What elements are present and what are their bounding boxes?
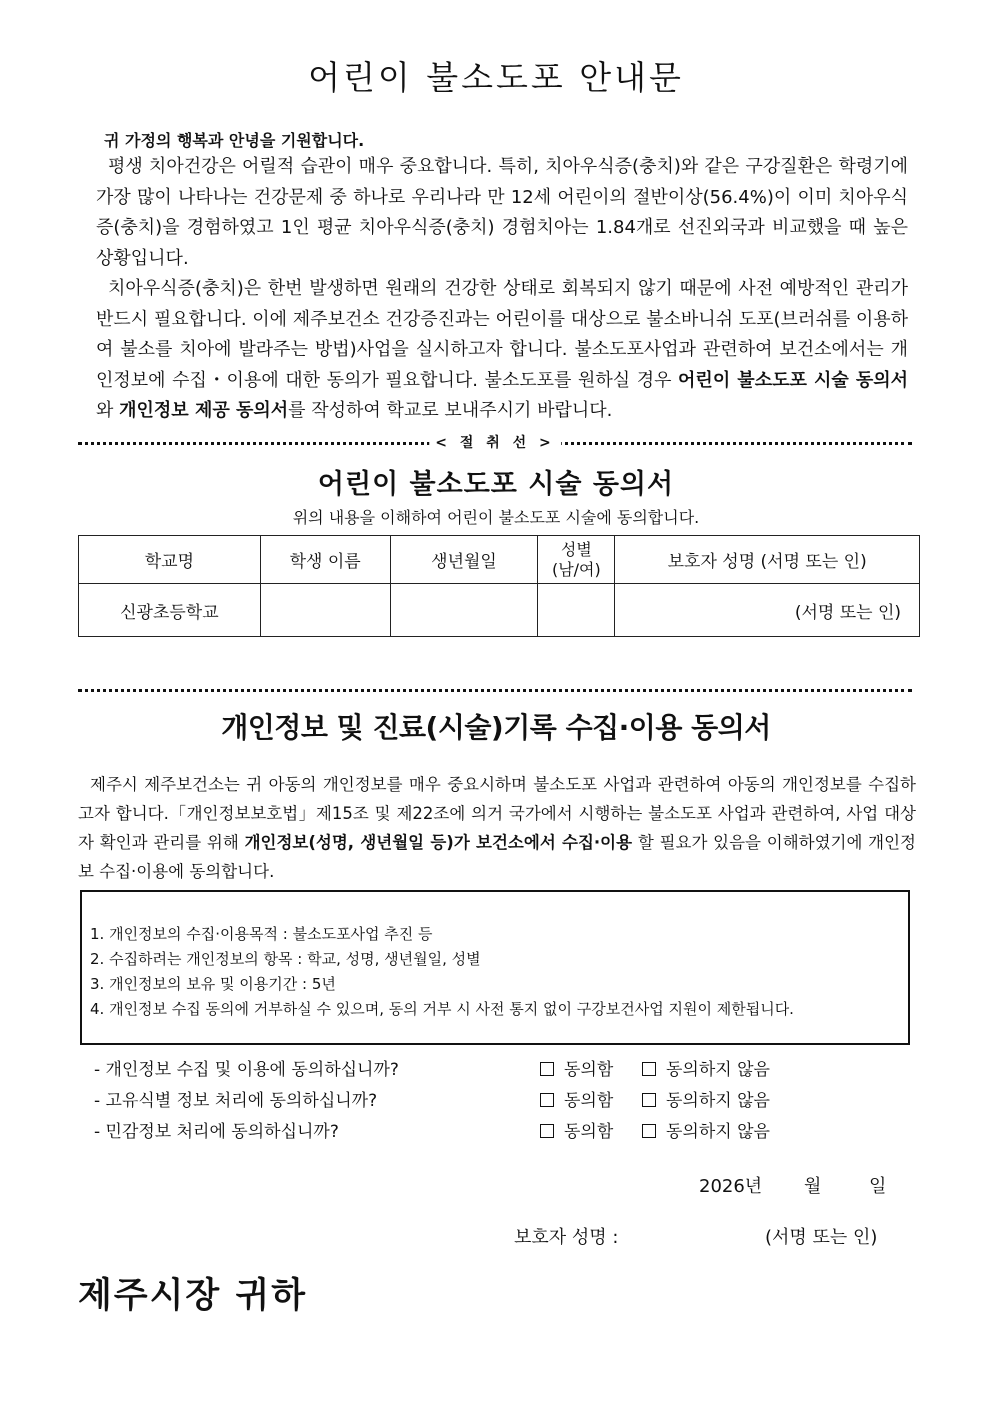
page-title: 어린이 불소도포 안내문 [308,58,684,97]
agree-checkbox[interactable] [540,1062,554,1076]
agree-label: 동의함 [564,1091,614,1111]
header-student-name: 학생 이름 [260,536,390,584]
header-guardian: 보호자 성명 (서명 또는 인) [615,536,920,584]
list-item: 2. 수집하려는 개인정보의 항목 : 학교, 성명, 생년월일, 성별 [90,950,481,968]
privacy-items-list [90,922,794,1022]
question-text: - 개인정보 수집 및 이용에 동의하십니까? [94,1060,399,1080]
disagree-checkbox[interactable] [642,1124,656,1138]
consent-table-header-row [79,536,920,584]
closing-addressee: 제주시장 귀하 [78,1276,308,1316]
header-gender [538,536,615,584]
intro-p2-part: 와 [96,400,120,421]
header-birthdate: 생년월일 [390,536,538,584]
disagree-option[interactable] [642,1117,770,1142]
disagree-option[interactable] [642,1086,770,1111]
date-month: 월 [804,1176,822,1197]
list-item: 3. 개인정보의 보유 및 이용기간 : 5년 [90,975,336,993]
cut-line [78,432,912,452]
question-text: - 고유식별 정보 처리에 동의하십니까? [94,1091,378,1111]
consent-form-subtitle: 위의 내용을 이해하여 어린이 불소도포 시술에 동의합니다. [292,508,700,527]
cell-guardian-signature[interactable]: (서명 또는 인) [615,584,920,637]
header-gender-line2: (남/여) [551,559,601,579]
agree-option[interactable] [540,1086,613,1111]
agree-label: 동의함 [564,1060,614,1080]
disagree-label: 동의하지 않음 [666,1122,770,1142]
intro-text [96,152,908,427]
disagree-option[interactable] [642,1055,770,1080]
agree-checkbox[interactable] [540,1093,554,1107]
guardian-signature-mark[interactable]: (서명 또는 인) [765,1227,878,1248]
date-day: 일 [869,1176,887,1197]
question-row [94,1086,814,1117]
disagree-checkbox[interactable] [642,1093,656,1107]
intro-paragraph-1: 평생 치아건강은 어릴적 습관이 매우 중요합니다. 특히, 치아우식증(충치)와 같은 구강질환은 학령기에 가장 많이 나타나는 건강문제 중 하나로 우리나라 만 12세 어린이의 절반이상(56.4%)이 이미 치아우식증(충치)을 경험하였고 1인 평균 치아우식증(충치) 경험치아는 1.84개로 선진외국과 비교했을 때 높은 상황입니다. [96,156,908,269]
privacy-form-title: 개인정보 및 진료(시술)기록 수집·이용 동의서 [221,711,771,744]
privacy-paragraph [78,770,916,886]
consent-questions [94,1055,814,1148]
date-year: 2026년 [699,1176,763,1197]
cell-school: 신광초등학교 [79,584,261,637]
agree-label: 동의함 [564,1122,614,1142]
question-text: - 민감정보 처리에 동의하십니까? [94,1122,339,1142]
section-divider [78,689,912,692]
header-gender-line1: 성별 [560,539,592,559]
cut-line-label: < 절 취 선 > [429,432,561,452]
cell-student-name[interactable] [260,584,390,637]
consent-form-title: 어린이 불소도포 시술 동의서 [317,469,675,500]
intro-p2-bold-privacy: 개인정보 제공 동의서 [119,400,289,421]
intro-p2-bold-consent: 어린이 불소도포 시술 동의서 [678,369,908,391]
header-school: 학교명 [79,536,261,584]
privacy-body-part: 할 필요가 있음을 이해하였기에 개인정보 수집·이용에 동의합니다. [78,833,916,881]
consent-table [78,535,920,637]
question-row [94,1117,814,1148]
question-row [94,1055,814,1086]
disagree-label: 동의하지 않음 [666,1060,770,1080]
cell-birthdate[interactable] [390,584,538,637]
privacy-body-text [78,770,916,886]
greeting-text: 귀 가정의 행복과 안녕을 기원합니다. [104,131,365,150]
guardian-signature-label: 보호자 성명 : [514,1227,619,1248]
list-item: 1. 개인정보의 수집·이용목적 : 불소도포사업 추진 등 [90,925,433,943]
disagree-checkbox[interactable] [642,1062,656,1076]
privacy-body-bold: 개인정보(성명, 생년월일 등)가 보건소에서 수집·이용 [244,833,633,852]
list-item: 4. 개인정보 수집 동의에 거부하실 수 있으며, 동의 거부 시 사전 통지 없이 구강보건사업 지원이 제한됩니다. [90,1000,794,1018]
intro-p2-part: 치아우식증(충치)은 한번 발생하면 원래의 건강한 상태로 회복되지 않기 때문에 사전 예방적인 관리가 반드시 필요합니다. 이에 제주보건소 건강증진과는 어린이를 대상으로 불소바니쉬 도포(브러쉬를 이용하여 불소를 치아에 발라주는 방법)사업을 실시하고자 합니다. 불소도포사업과 관련하여 보건소에서는 개인정보에 수집・이용에 대한 동의가 필요합니다. 불소도포를 원하실 경우 [96,278,908,391]
agree-checkbox[interactable] [540,1124,554,1138]
privacy-body-part: 제주시 제주보건소는 귀 아동의 개인정보를 매우 중요시하며 불소도포 사업과 관련하여 아동의 개인정보를 수집하고자 합니다.「개인정보보호법」제15조 및 제22조에 의거 국가에서 시행하는 불소도포 사업과 관련하여, 사업 대상자 확인과 관리를 위해 [78,775,916,852]
cell-gender[interactable] [538,584,615,637]
agree-option[interactable] [540,1055,613,1080]
disagree-label: 동의하지 않음 [666,1091,770,1111]
table-row [79,584,920,637]
intro-paragraph-2 [96,274,908,427]
privacy-items-box [80,890,910,1045]
intro-p2-part: 를 작성하여 학교로 보내주시기 바랍니다. [288,400,613,421]
agree-option[interactable] [540,1117,613,1142]
